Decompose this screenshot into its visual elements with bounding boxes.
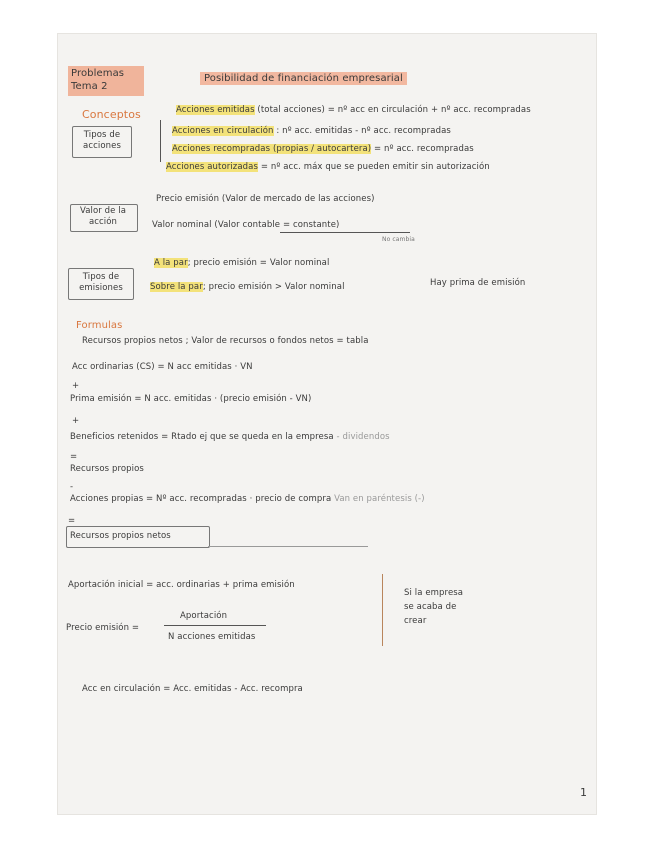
- no-cambia-note: No cambia: [382, 236, 415, 243]
- page-number: 1: [580, 786, 588, 799]
- valor-accion-label: Valor de la acción: [79, 206, 127, 227]
- formulas-intro: Recursos propios netos ; Valor de recursos o fondos netos = tabla: [82, 336, 369, 346]
- emision-item-1: A la par; precio emisión = Valor nominal: [154, 258, 330, 268]
- result-label: Recursos propios netos: [70, 531, 171, 541]
- page-title: Posibilidad de financiación empresarial: [200, 72, 407, 85]
- formulas-heading: Formulas: [76, 320, 123, 331]
- tipos-acciones-label: Tipos de acciones: [83, 130, 121, 151]
- result-underline: [208, 546, 368, 547]
- concept-item-3: Acciones recompradas (propias / autocartera) = nº acc. recompradas: [172, 144, 474, 154]
- formula-line-1: Acc ordinarias (CS) = N acc emitidas · VN: [72, 362, 253, 372]
- formula-line-10: =: [68, 516, 76, 526]
- emision-item-2: Sobre la par; precio emisión > Valor nominal: [150, 282, 345, 292]
- valor-item-2: Valor nominal (Valor contable = constante): [152, 220, 340, 230]
- concept-item-1: Acciones emitidas (total acciones) = nº acc en circulación + nº acc. recompradas: [176, 105, 531, 115]
- conceptos-heading: Conceptos: [82, 108, 141, 121]
- fraction-numerator: Aportación: [180, 611, 228, 621]
- topic-tag-line2: Tema 2: [71, 81, 108, 92]
- formula-line-2: +: [72, 381, 80, 391]
- fraction-denominator: N acciones emitidas: [168, 632, 256, 642]
- brace-acciones: [160, 120, 161, 162]
- prima-note: Hay prima de emisión: [430, 278, 526, 288]
- concept-item-4: Acciones autorizadas = nº acc. máx que se pueden emitir sin autorización: [166, 162, 490, 172]
- brace-aportacion: [382, 574, 383, 646]
- emisiones-label: Tipos de emisiones: [79, 272, 123, 293]
- valor-item-1: Precio emisión (Valor de mercado de las acciones): [156, 194, 375, 204]
- formula-line-9: Acciones propias = Nº acc. recompradas · precio de compra Van en paréntesis (-): [70, 494, 425, 504]
- underline-constante: [280, 232, 410, 233]
- acc-circulacion-line: Acc en circulación = Acc. emitidas - Acc. recompra: [82, 684, 303, 694]
- fraction-bar: [164, 625, 266, 626]
- formula-line-8: -: [70, 482, 74, 492]
- formula-line-4: +: [72, 416, 80, 426]
- formula-line-3: Prima emisión = N acc. emitidas · (precio emisión - VN): [70, 394, 312, 404]
- topic-tag-line1: Problemas: [71, 68, 125, 79]
- topic-tag: [68, 66, 144, 96]
- precio-label: Precio emisión =: [66, 623, 140, 633]
- formula-line-6: =: [70, 452, 78, 462]
- concept-item-2: Acciones en circulación : nº acc. emitidas - nº acc. recompradas: [172, 126, 451, 136]
- aportacion-line: Aportación inicial = acc. ordinarias + prima emisión: [68, 580, 295, 590]
- formula-line-7: Recursos propios: [70, 464, 144, 474]
- formula-line-5: Beneficios retenidos = Rtado ej que se queda en la empresa - dividendos: [70, 432, 390, 442]
- aportacion-note: Si la empresa se acaba de crear: [404, 588, 464, 626]
